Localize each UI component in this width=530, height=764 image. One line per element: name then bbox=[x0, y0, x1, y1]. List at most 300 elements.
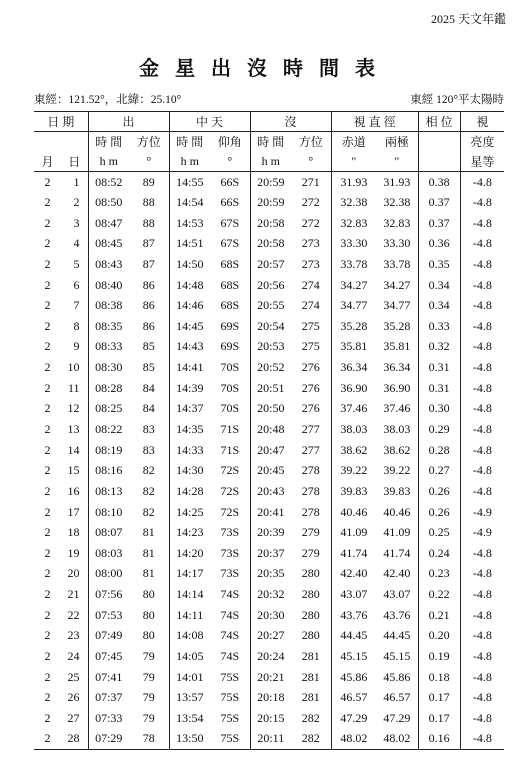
table-cell: 2 bbox=[44, 566, 51, 581]
table-cell: 20:30 bbox=[250, 605, 291, 626]
table-cell: 31.93 bbox=[383, 174, 411, 189]
table-cell: 71S bbox=[220, 442, 240, 457]
table-cell: 279 bbox=[301, 545, 320, 560]
table-cell: 14:28 bbox=[169, 481, 210, 502]
table-cell: 81 bbox=[142, 566, 155, 581]
table-cell: 20:57 bbox=[250, 254, 291, 275]
table-cell: 08:33 bbox=[88, 337, 129, 358]
table-cell: 14 bbox=[67, 442, 80, 457]
table-cell: 0.29 bbox=[418, 419, 460, 440]
table-cell: 281 bbox=[301, 669, 320, 684]
table-cell: 67S bbox=[220, 215, 240, 230]
table-cell: -4.8 bbox=[460, 708, 504, 729]
table-cell: 34.77 bbox=[331, 295, 376, 316]
table-cell: 75S bbox=[220, 710, 240, 725]
table-cell: 08:03 bbox=[88, 543, 129, 564]
table-cell: 0.31 bbox=[418, 378, 460, 399]
table-cell: 86 bbox=[142, 277, 155, 292]
table-cell: 0.22 bbox=[418, 584, 460, 605]
table-cell: 31.93 bbox=[331, 172, 376, 193]
table-cell: 20:59 bbox=[250, 172, 291, 193]
table-cell: 14:50 bbox=[169, 254, 210, 275]
table-cell: 45.15 bbox=[331, 646, 376, 667]
table-cell: 32.83 bbox=[383, 215, 411, 230]
header-set: 沒 bbox=[250, 112, 331, 132]
table-cell: 2 bbox=[44, 587, 51, 602]
table-cell: 20:59 bbox=[250, 192, 291, 213]
table-cell: 0.17 bbox=[418, 688, 460, 709]
table-cell: 20:24 bbox=[250, 646, 291, 667]
table-cell: -4.8 bbox=[460, 646, 504, 667]
table-cell: 86 bbox=[142, 298, 155, 313]
table-cell: 273 bbox=[301, 236, 320, 251]
table-cell: 23 bbox=[67, 628, 80, 643]
unit-polar: " bbox=[376, 152, 418, 172]
table-cell: -4.8 bbox=[460, 481, 504, 502]
table-row bbox=[34, 688, 504, 709]
table-cell: 08:35 bbox=[88, 316, 129, 337]
table-cell: 282 bbox=[291, 729, 331, 750]
table-cell: 276 bbox=[301, 380, 320, 395]
table-cell: 66S bbox=[220, 194, 240, 209]
table-cell: 84 bbox=[142, 380, 155, 395]
table-cell: 41.09 bbox=[383, 525, 411, 540]
table-row bbox=[34, 667, 504, 688]
table-cell: 0.31 bbox=[418, 357, 460, 378]
table-cell: 271 bbox=[301, 174, 320, 189]
table-cell: 72S bbox=[220, 504, 240, 519]
table-cell: 14:11 bbox=[169, 605, 210, 626]
table-cell: 2 bbox=[44, 607, 51, 622]
table-cell: 20:39 bbox=[250, 522, 291, 543]
table-row bbox=[34, 626, 504, 647]
table-cell: 2 bbox=[44, 442, 51, 457]
table-cell: 07:37 bbox=[88, 688, 129, 709]
table-cell: 73S bbox=[220, 566, 240, 581]
table-cell: 14:35 bbox=[169, 419, 210, 440]
table-cell: 08:22 bbox=[88, 419, 129, 440]
table-cell: 07:56 bbox=[88, 584, 129, 605]
table-cell: 85 bbox=[142, 360, 155, 375]
table-cell: 0.27 bbox=[418, 460, 460, 481]
table-cell: 278 bbox=[301, 504, 320, 519]
table-cell: 17 bbox=[67, 504, 80, 519]
table-cell: -4.8 bbox=[460, 626, 504, 647]
table-cell: 14:30 bbox=[169, 460, 210, 481]
table-cell: 38.62 bbox=[331, 440, 376, 461]
table-cell: 0.28 bbox=[418, 440, 460, 461]
table-cell: 280 bbox=[301, 607, 320, 622]
table-cell: 278 bbox=[301, 463, 320, 478]
table-cell: 2 bbox=[44, 256, 51, 271]
table-cell: 08:38 bbox=[88, 295, 129, 316]
unit-month: 月 bbox=[34, 152, 61, 172]
table-cell: 08:47 bbox=[88, 213, 129, 234]
table-row bbox=[34, 316, 504, 337]
table-cell: 8 bbox=[73, 318, 80, 333]
table-cell: -4.8 bbox=[460, 275, 504, 296]
table-cell: 277 bbox=[301, 442, 320, 457]
table-cell: 5 bbox=[73, 256, 80, 271]
table-row bbox=[34, 295, 504, 316]
unit-transit-altitude: ° bbox=[210, 152, 250, 172]
table-cell: 275 bbox=[301, 318, 320, 333]
table-cell: 11 bbox=[67, 380, 80, 395]
table-cell: -4.8 bbox=[460, 316, 504, 337]
table-cell: 18 bbox=[67, 525, 80, 540]
table-cell: 80 bbox=[142, 587, 155, 602]
table-cell: 43.76 bbox=[331, 605, 376, 626]
table-cell: 81 bbox=[142, 525, 155, 540]
table-cell: 41.74 bbox=[383, 545, 411, 560]
table-cell: 3 bbox=[73, 215, 80, 230]
table-cell: 272 bbox=[301, 215, 320, 230]
table-cell: 2 bbox=[44, 215, 51, 230]
table-cell: 87 bbox=[142, 236, 155, 251]
table-cell: 276 bbox=[301, 360, 320, 375]
table-cell: 75S bbox=[220, 690, 240, 705]
unit-set-azimuth: ° bbox=[291, 152, 331, 172]
table-cell: 276 bbox=[301, 401, 320, 416]
header-phase: 相 位 bbox=[418, 112, 460, 132]
table-cell: 14:17 bbox=[169, 564, 210, 585]
table-cell: 2 bbox=[44, 483, 51, 498]
table-cell: 21 bbox=[67, 587, 80, 602]
table-cell: 20 bbox=[67, 566, 80, 581]
table-cell: 79 bbox=[142, 690, 155, 705]
unit-transit-time: h m bbox=[169, 152, 210, 172]
table-cell: 15 bbox=[67, 463, 80, 478]
table-row bbox=[34, 708, 504, 729]
table-cell: 20:50 bbox=[250, 399, 291, 420]
table-cell: 20:43 bbox=[250, 481, 291, 502]
table-cell: -4.8 bbox=[460, 440, 504, 461]
table-cell: 08:25 bbox=[88, 399, 129, 420]
table-row bbox=[34, 481, 504, 502]
table-cell: 28 bbox=[61, 729, 88, 750]
table-cell: 278 bbox=[301, 483, 320, 498]
table-cell: 72S bbox=[220, 463, 240, 478]
table-cell: 14:23 bbox=[169, 522, 210, 543]
unit-rise-azimuth: ° bbox=[129, 152, 169, 172]
table-cell: 13:57 bbox=[169, 688, 210, 709]
table-cell: 2 bbox=[44, 277, 51, 292]
table-cell: 74S bbox=[220, 607, 240, 622]
table-cell: 12 bbox=[67, 401, 80, 416]
table-cell: 274 bbox=[301, 277, 320, 292]
table-cell: 42.40 bbox=[383, 566, 411, 581]
table-cell: -4.8 bbox=[460, 213, 504, 234]
table-cell: 2 bbox=[44, 194, 51, 209]
table-cell: 35.81 bbox=[331, 337, 376, 358]
table-cell: 14:08 bbox=[169, 626, 210, 647]
table-cell: 45.86 bbox=[383, 669, 411, 684]
table-row bbox=[34, 440, 504, 461]
table-cell: 2 bbox=[44, 545, 51, 560]
table-cell: 08:40 bbox=[88, 275, 129, 296]
table-row bbox=[34, 254, 504, 275]
table-cell: 1 bbox=[73, 174, 80, 189]
table-cell: 2 bbox=[44, 690, 51, 705]
table-row bbox=[34, 502, 504, 523]
table-cell: 20:56 bbox=[250, 275, 291, 296]
table-cell: 14:55 bbox=[169, 172, 210, 193]
sub-header-transit-altitude: 仰角 bbox=[217, 135, 242, 150]
table-cell: 85 bbox=[142, 339, 155, 354]
table-cell: 274 bbox=[301, 298, 320, 313]
table-cell: 13:50 bbox=[169, 729, 210, 750]
table-cell: 0.33 bbox=[418, 316, 460, 337]
unit-equatorial: " bbox=[331, 152, 376, 172]
table-cell: 82 bbox=[142, 483, 155, 498]
timezone-label: 東經 120°平太陽時 bbox=[410, 94, 504, 106]
table-row bbox=[34, 357, 504, 378]
almanac-header: 2025 天文年鑑 bbox=[430, 12, 506, 26]
table-row bbox=[34, 605, 504, 626]
header-diameter: 視 直 徑 bbox=[331, 112, 418, 132]
table-cell: 07:45 bbox=[88, 646, 129, 667]
table-cell: 20:11 bbox=[250, 729, 291, 750]
table-cell: 20:58 bbox=[250, 213, 291, 234]
table-row bbox=[34, 172, 504, 193]
table-cell: 2 bbox=[44, 504, 51, 519]
table-cell: 83 bbox=[142, 442, 155, 457]
table-cell: 43.07 bbox=[383, 587, 411, 602]
table-cell: 24 bbox=[67, 649, 80, 664]
table-cell: 275 bbox=[301, 339, 320, 354]
table-cell: 14:20 bbox=[169, 543, 210, 564]
table-cell: 14:41 bbox=[169, 357, 210, 378]
table-cell: 2 bbox=[44, 401, 51, 416]
table-cell: 84 bbox=[142, 401, 155, 416]
table-cell: 75S bbox=[220, 669, 240, 684]
table-cell: 68S bbox=[220, 277, 240, 292]
table-cell: 08:50 bbox=[88, 192, 129, 213]
table-cell: 08:07 bbox=[88, 522, 129, 543]
table-cell: 07:53 bbox=[88, 605, 129, 626]
table-cell: 79 bbox=[142, 710, 155, 725]
table-cell: 38.03 bbox=[331, 419, 376, 440]
table-cell: -4.8 bbox=[460, 584, 504, 605]
table-cell: -4.8 bbox=[460, 729, 504, 750]
table-cell: 272 bbox=[301, 194, 320, 209]
table-cell: 07:41 bbox=[88, 667, 129, 688]
sub-header-transit-time: 時 間 bbox=[169, 132, 210, 152]
table-cell: 07:29 bbox=[88, 729, 129, 750]
table-cell: 35.28 bbox=[383, 318, 411, 333]
table-cell: 9 bbox=[73, 339, 80, 354]
sub-header-set-time: 時 間 bbox=[250, 132, 291, 152]
table-cell: 38.03 bbox=[383, 422, 411, 436]
table-cell: 14:54 bbox=[169, 192, 210, 213]
page-title: 金星出沒時間表 bbox=[139, 58, 391, 80]
table-cell: 4 bbox=[73, 236, 80, 251]
table-row bbox=[34, 275, 504, 296]
table-cell: 273 bbox=[301, 256, 320, 271]
table-cell: -4.9 bbox=[460, 502, 504, 523]
table-cell: 2 bbox=[44, 318, 51, 333]
table-cell: 08:43 bbox=[88, 254, 129, 275]
table-row bbox=[34, 213, 504, 234]
table-cell: 68S bbox=[220, 298, 240, 313]
table-cell: 20:37 bbox=[250, 543, 291, 564]
table-cell: 0.37 bbox=[418, 192, 460, 213]
table-cell: 22 bbox=[67, 607, 80, 622]
table-cell: 80 bbox=[142, 628, 155, 643]
table-cell: 0.30 bbox=[418, 399, 460, 420]
table-cell: 36.90 bbox=[383, 380, 411, 395]
table-cell: 75S bbox=[210, 729, 250, 750]
sub-header-rise-time: 時 間 bbox=[88, 132, 129, 152]
table-cell: 0.20 bbox=[418, 626, 460, 647]
table-cell: 08:00 bbox=[88, 564, 129, 585]
table-cell: 78 bbox=[129, 729, 169, 750]
table-cell: 0.35 bbox=[418, 254, 460, 275]
table-cell: 08:16 bbox=[88, 460, 129, 481]
table-cell: 08:10 bbox=[88, 502, 129, 523]
unit-rise-time: h m bbox=[88, 152, 129, 172]
table-cell: 79 bbox=[142, 669, 155, 684]
table-cell: 6 bbox=[73, 277, 80, 292]
table-cell: 44.45 bbox=[331, 626, 376, 647]
table-cell: 20:47 bbox=[250, 440, 291, 461]
header-date: 日 期 bbox=[34, 112, 88, 132]
table-cell: 69S bbox=[220, 318, 240, 333]
table-cell: 2 bbox=[44, 710, 51, 725]
table-cell: 280 bbox=[301, 587, 320, 602]
table-cell: 20:55 bbox=[250, 295, 291, 316]
table-cell: 20:32 bbox=[250, 584, 291, 605]
table-cell: 48.02 bbox=[331, 729, 376, 750]
table-cell: 08:19 bbox=[88, 440, 129, 461]
table-cell: 2 bbox=[44, 463, 51, 478]
table-cell: 20:21 bbox=[250, 667, 291, 688]
table-cell: 20:51 bbox=[250, 378, 291, 399]
table-cell: -4.8 bbox=[460, 357, 504, 378]
table-cell: 20:27 bbox=[250, 626, 291, 647]
table-cell: 45.86 bbox=[331, 667, 376, 688]
table-cell: 0.36 bbox=[418, 233, 460, 254]
table-cell: 39.83 bbox=[331, 481, 376, 502]
table-cell: 73S bbox=[220, 525, 240, 540]
table-cell: -4.8 bbox=[460, 233, 504, 254]
table-cell: 19 bbox=[67, 545, 80, 560]
table-cell: 20:54 bbox=[250, 316, 291, 337]
table-cell: 74S bbox=[220, 628, 240, 643]
table-cell: 2 bbox=[44, 422, 51, 436]
table-cell: 33.30 bbox=[383, 236, 411, 251]
table-cell: 280 bbox=[301, 566, 320, 581]
table-cell: 0.24 bbox=[418, 543, 460, 564]
table-cell: 40.46 bbox=[383, 504, 411, 519]
table-cell: 08:28 bbox=[88, 378, 129, 399]
table-cell: 14:37 bbox=[169, 399, 210, 420]
table-row bbox=[34, 543, 504, 564]
table-cell: 32.38 bbox=[383, 194, 411, 209]
table-cell: 279 bbox=[301, 525, 320, 540]
table-cell: 14:25 bbox=[169, 502, 210, 523]
table-row bbox=[34, 419, 504, 440]
table-cell: 2 bbox=[44, 649, 51, 664]
table-cell: 42.40 bbox=[331, 564, 376, 585]
table-cell: 36.34 bbox=[331, 357, 376, 378]
table-cell: -4.8 bbox=[460, 337, 504, 358]
table-cell: 277 bbox=[301, 422, 320, 436]
table-cell: 2 bbox=[44, 174, 51, 189]
table-cell: 20:35 bbox=[250, 564, 291, 585]
table-cell: 0.34 bbox=[418, 275, 460, 296]
table-cell: 0.37 bbox=[418, 213, 460, 234]
table-cell: 0.21 bbox=[418, 605, 460, 626]
table-row bbox=[34, 522, 504, 543]
table-cell: -4.8 bbox=[460, 667, 504, 688]
table-row bbox=[34, 460, 504, 481]
table-cell: 46.57 bbox=[383, 690, 411, 705]
table-cell: 86 bbox=[142, 318, 155, 333]
table-cell: 72S bbox=[220, 483, 240, 498]
table-cell: 70S bbox=[220, 401, 240, 416]
location-label: 東經：121.52°，北緯：25.10° bbox=[34, 94, 182, 106]
table-cell: 47.29 bbox=[331, 708, 376, 729]
sub-header-set-azimuth: 方位 bbox=[298, 135, 323, 150]
table-body bbox=[34, 172, 504, 750]
table-cell: 36.90 bbox=[331, 378, 376, 399]
table-cell: 39.22 bbox=[383, 463, 411, 478]
table-row bbox=[34, 399, 504, 420]
table-cell: 0.18 bbox=[418, 667, 460, 688]
table-cell: -4.8 bbox=[460, 192, 504, 213]
table-cell: 281 bbox=[301, 690, 320, 705]
table-cell: 7 bbox=[73, 298, 80, 313]
table-cell: 08:52 bbox=[88, 172, 129, 193]
table-cell: -4.8 bbox=[460, 378, 504, 399]
table-cell: -4.8 bbox=[460, 460, 504, 481]
table-row bbox=[34, 646, 504, 667]
header-visual: 視 bbox=[460, 112, 504, 132]
table-cell: -4.8 bbox=[460, 254, 504, 275]
table-cell: 280 bbox=[301, 628, 320, 643]
table-cell: 20:18 bbox=[250, 688, 291, 709]
table-cell: 48.02 bbox=[376, 729, 418, 750]
table-row bbox=[34, 564, 504, 585]
table-cell: 14:46 bbox=[169, 295, 210, 316]
table-cell: -4.8 bbox=[460, 564, 504, 585]
table-cell: 2 bbox=[44, 339, 51, 354]
table-cell: 20:48 bbox=[250, 419, 291, 440]
venus-rise-set-table bbox=[34, 111, 504, 750]
table-cell: 13:54 bbox=[169, 708, 210, 729]
table-cell: 20:52 bbox=[250, 357, 291, 378]
table-cell: 83 bbox=[142, 422, 155, 436]
sub-header-polar: 兩極 bbox=[384, 135, 409, 150]
sub-header-brightness: 亮度 bbox=[460, 132, 504, 152]
table-cell: 79 bbox=[142, 649, 155, 664]
table-cell: 0.16 bbox=[418, 729, 460, 750]
table-cell: 08:30 bbox=[88, 357, 129, 378]
table-cell: -4.8 bbox=[460, 172, 504, 193]
table-cell: 2 bbox=[34, 729, 61, 750]
table-cell: 2 bbox=[73, 194, 80, 209]
table-cell: 14:14 bbox=[169, 584, 210, 605]
table-cell: 81 bbox=[142, 545, 155, 560]
table-cell: -4.8 bbox=[460, 605, 504, 626]
table-cell: 2 bbox=[44, 525, 51, 540]
table-cell: 0.38 bbox=[418, 172, 460, 193]
sub-header-row bbox=[34, 132, 504, 152]
table-cell: 34.27 bbox=[383, 277, 411, 292]
table-cell: 33.78 bbox=[383, 256, 411, 271]
table-cell: 80 bbox=[142, 607, 155, 622]
